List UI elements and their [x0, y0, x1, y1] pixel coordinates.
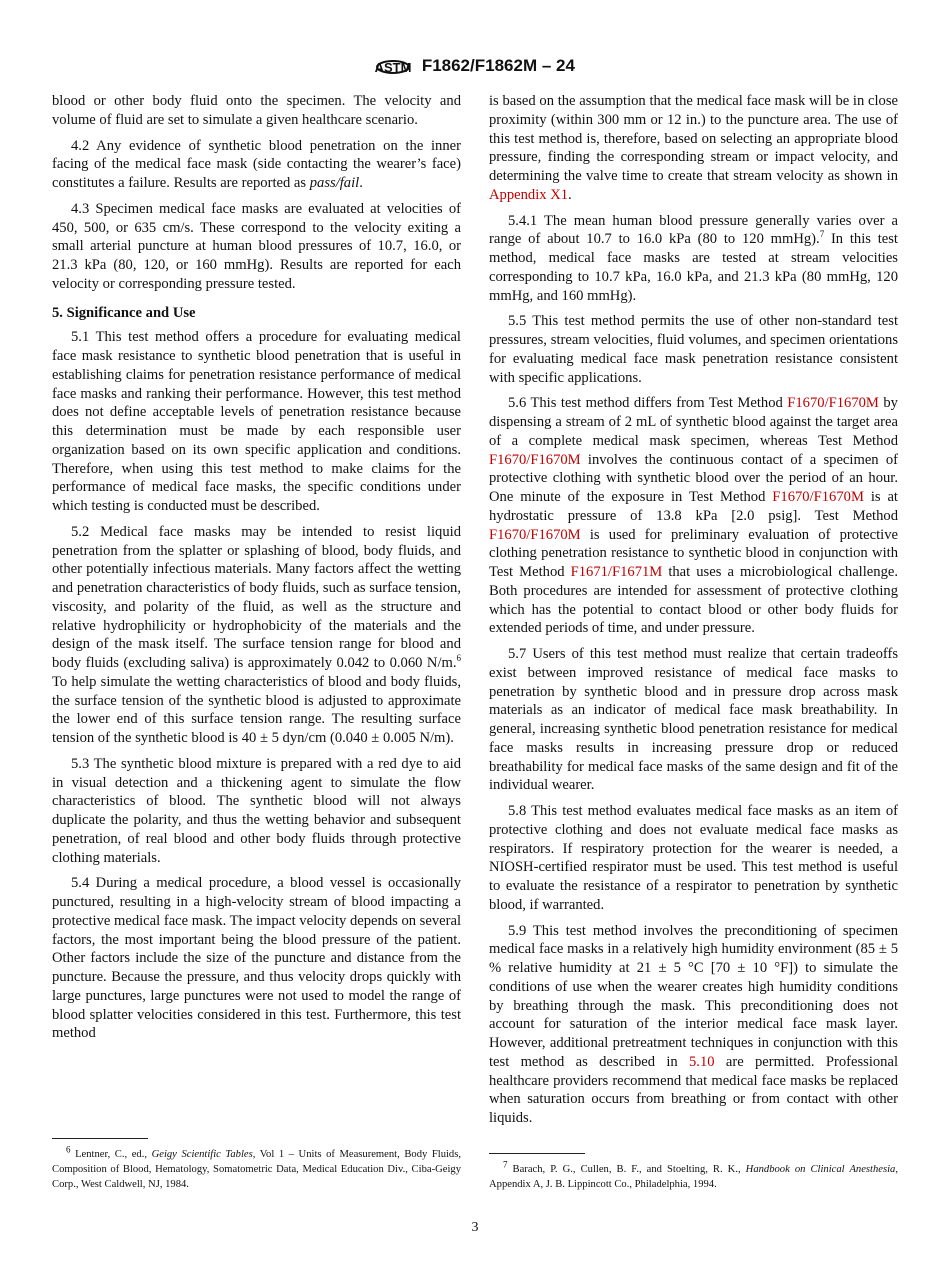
paragraph	[52, 874, 461, 1043]
cross-reference-link[interactable]: F1670/F1670M	[489, 526, 581, 543]
cross-reference-link[interactable]: F1670/F1670M	[772, 489, 864, 505]
section-heading	[52, 304, 461, 323]
paragraph	[489, 645, 898, 795]
footnote-ref[interactable]: 7	[503, 1159, 508, 1170]
footnote-ref[interactable]: 6	[456, 653, 461, 664]
paragraph	[52, 200, 461, 294]
footnote-6	[52, 1144, 461, 1192]
text-run: are permitted. Professional healthcare providers recommend that medical face masks be replaced when saturation occurs from breathing or from contact with other liquids.	[489, 1053, 898, 1126]
left-column	[52, 92, 461, 1050]
document-designation: F1862/F1862M – 24	[421, 56, 575, 75]
text-run: is used for preliminary evaluation of protective clothing penetration resistance to synthetic blood in conjunction with Test Method	[489, 526, 898, 580]
paragraph	[489, 802, 898, 915]
text-run: 5.2 Medical face masks may be intended to resist liquid penetration from the splatter or splashing of blood, body fluids, and other potentially infectious materials. Many factors affect the wetting and penetration characteristics of body fluids, such as surface tension, viscosity, and polarity of the fluid, as well as the structure and relative hydrophilicity or hydrophobicity of the materials and the design of the mask itself. The surface tension range for blood and body fluids (excluding saliva) is approximately 0.042 to 0.060 N/m.	[52, 523, 461, 671]
paragraph	[52, 137, 461, 193]
text-run: 5.5 This test method permits the use of other non-standard test pressures, stream velocities, fluid volumes, and specimen orientations for evaluating medical face mask penetration resistance consistent with specific applications.	[489, 313, 898, 386]
text-run: 5.1 This test method offers a procedure for evaluating medical face mask resistance to synthetic blood penetration that is useful in establishing claims for penetration resistance performance of medical face masks and ranking their performance. However, this test method does not define acceptable levels of penetration resistance because this determination must be made by each responsible user organization based on its own specific application and conditions. Therefore, when using this test method to make claims for the performance of medical face masks, the specific conditions under which testing is conducted must be described.	[52, 329, 461, 514]
italic-text: pass/fail	[309, 175, 360, 191]
text-run: that uses a microbiological challenge. Both procedures are intended for assessment of protective clothing which has the potential to contact blood or other body fluids for extended periods of time, and under pressure.	[489, 564, 898, 637]
text-run: .	[568, 186, 572, 203]
svg-text:ASTM: ASTM	[375, 60, 412, 75]
paragraph	[52, 328, 461, 516]
text-run: , Vol 1 – Units of Measurement, Body Fluids, Composition of Blood, Hematology, Somatometric Data, Medical Education Div., Ciba-Geigy Corp., West Caldwell, NJ, 1984.	[52, 1149, 461, 1190]
paragraph	[52, 755, 461, 868]
text-run: To help simulate the wetting characteristics of blood and body fluids, the surface tension of the synthetic blood is adjusted to approximate the lower end of this surface tension range. The resulting surface tension of the synthetic blood is 40 ± 5 dyn/cm (0.040 ± 0.005 N/m).	[52, 673, 461, 746]
footnote-ref[interactable]: 6	[66, 1144, 71, 1155]
footnote-ref[interactable]: 7	[819, 229, 825, 240]
footnote-7	[489, 1159, 899, 1192]
paragraph	[489, 394, 898, 638]
right-column	[489, 92, 898, 1135]
cross-reference-link[interactable]: 5.10	[689, 1053, 715, 1070]
text-run: 5.7 Users of this test method must realize that certain tradeoffs exist between improved resistance of medical face masks to penetration by synthetic blood and in pressure drop across mask materials as an indicator of medical face mask breathability. In general, increasing synthetic blood penetration resistance for medical face masks results in increasing pressure drop or reduced breathability for medical face masks of the same design and fit of the individual wearer.	[489, 646, 898, 794]
cross-reference-link[interactable]: F1670/F1670M	[489, 451, 581, 468]
text-run: is at hydrostatic pressure of 13.8 kPa [2.0 psig]. Test Method	[489, 489, 898, 524]
text-run: by dispensing a stream of 2 mL of synthetic blood against the target area of a complete medical mask specimen, whereas Test Method	[489, 395, 898, 449]
paragraph	[489, 92, 898, 205]
text-run: 5.6 This test method differs from Test Method	[508, 395, 788, 412]
cross-reference-link[interactable]: F1671/F1671M	[570, 564, 663, 580]
text-run: In this test method, medical face masks are tested at stream velocities corresponding to 10.7 kPa, 16.0 kPa, and 21.3 kPa (80 mmHg, 120 mmHg, and 160 mmHg).	[489, 231, 898, 304]
text-run: blood or other body fluid onto the specimen. The velocity and volume of fluid are set to simulate a given healthcare scenario.	[52, 93, 461, 128]
footnote-divider	[52, 1138, 148, 1139]
footnote-divider	[489, 1153, 585, 1154]
cross-reference-link[interactable]: Appendix X1	[489, 186, 569, 203]
text-run: 5.9 This test method involves the preconditioning of specimen medical face masks in a relatively high humidity environment (85 ± 5 % relative humidity at 21 ± 5 °C [70 ± 10 °F]) to simulate the conditions of use when the wearer creates high humidity conditions by breathing through the mask. This preconditioning does not account for saturation of the interior medical face mask layer. However, additional pretreatment techniques in conjunction with this test method as described in	[489, 922, 898, 1070]
astm-logo-icon	[375, 52, 411, 80]
text-run: , Appendix A, J. B. Lippincott Co., Philadelphia, 1994.	[489, 1164, 899, 1190]
paragraph	[52, 523, 461, 748]
text-run: 5.4 During a medical procedure, a blood vessel is occasionally punctured, resulting in a high-velocity stream of blood impacting a protective medical face mask. The impact velocity depends on several factors, the most important being the blood pressure of the patient. Other factors include the size of the puncture and distance from the puncture. Because the pressure, and thus velocity drops quickly with large punctures, large punctures were not used to model the range of blood splatter velocities considered in this test. Furthermore, this test method	[52, 875, 462, 1042]
document-header	[0, 52, 950, 80]
italic-text: Geigy Scientific Tables	[151, 1149, 253, 1160]
text-run: Lentner, C., ed.,	[70, 1149, 152, 1160]
text-run: is based on the assumption that the medical face mask will be in close proximity (within 300 mm or 12 in.) to the puncture area. The use of this test method is, therefore, based on selecting an appropriate blood pressure, finding the corresponding stream or impact velocity, and determining the valve time to create that stream velocity as shown in	[489, 93, 898, 184]
italic-text: Handbook on Clinical Anesthesia	[745, 1164, 896, 1175]
text-run: 5.3 The synthetic blood mixture is prepared with a red dye to aid in visual detection and a thickening agent to simulate the flow characteristics of blood. The synthetic blood will not always duplicate the polarity, and thus the wetting behavior and subsequent penetration, of real blood and other body fluids through protective clothing materials.	[52, 755, 461, 866]
text-run: 5.8 This test method evaluates medical face masks as an item of protective clothing and does not evaluate medical face masks as respirators. If respiratory protection for the wearer is needed, a NIOSH-certified respirator must be used. This test method is useful to evaluate the resistance of a respirator to penetration by synthetic blood, if warranted.	[489, 803, 898, 913]
text-run: 4.2 Any evidence of synthetic blood penetration on the inner facing of the medical face mask (side contacting the wearer’s face) constitutes a failure. Results are reported as	[52, 137, 461, 191]
paragraph	[489, 212, 898, 306]
text-run: Barach, P. G., Cullen, B. F., and Stoelting, R. K.,	[507, 1164, 746, 1175]
text-run: 4.3 Specimen medical face masks are evaluated at velocities of 450, 500, or 635 cm/s. These correspond to the velocity exiting a small arterial puncture at human blood pressures of 10.7, 16.0, or 21.3 kPa (80, 120, or 160 mmHg). Results are reported for each velocity or corresponding pressure tested.	[52, 200, 461, 292]
paragraph	[52, 92, 461, 130]
paragraph	[489, 312, 898, 387]
text-run: 5. Significance and Use	[52, 304, 196, 321]
paragraph	[489, 922, 898, 1128]
text-run: .	[359, 175, 363, 191]
page-number: 3	[471, 1220, 479, 1235]
cross-reference-link[interactable]: F1670/F1670M	[787, 395, 879, 412]
text-run: 5.4.1 The mean human blood pressure generally varies over a range of about 10.7 to 16.0 kPa (80 to 120 mmHg).	[489, 212, 898, 248]
text-run: involves the continuous contact of a specimen of protective clothing with synthetic blood over the period of an hour. One minute of the exposure in Test Method	[489, 451, 898, 505]
